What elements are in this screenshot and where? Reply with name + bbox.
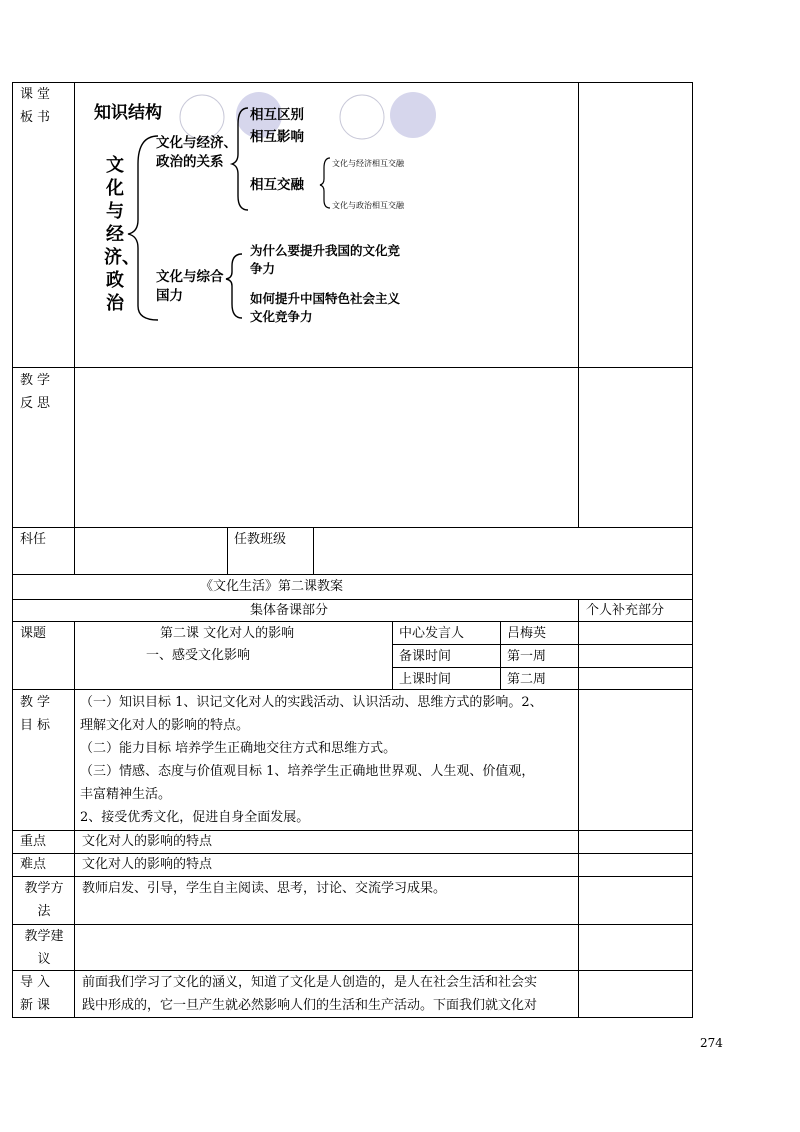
branch1-label bbox=[156, 134, 238, 172]
board-row-label: 课堂板书 bbox=[20, 87, 55, 125]
root-text: 文化与经济、政治 bbox=[104, 155, 140, 314]
deco-circle-outline-2 bbox=[340, 95, 384, 139]
collective-label: 集体备课部分 bbox=[250, 603, 329, 618]
key-point-label: 重点 bbox=[20, 834, 47, 849]
goals-line-2: 理解文化对人的影响的特点。 bbox=[80, 718, 250, 733]
b1-item-influence: 相互影响 bbox=[250, 129, 304, 145]
topic-lesson: 第二课 文化对人的影响 bbox=[160, 626, 295, 641]
upper-col-divider-1 bbox=[74, 82, 75, 528]
b2-item-how-text: 如何提升中国特色社会主义文化竞争力 bbox=[250, 291, 401, 324]
intro-line-1: 前面我们学习了文化的涵义，知道了文化是人创造的，是人在社会生活和社会实 bbox=[82, 975, 538, 990]
b1-item-distinct: 相互区别 bbox=[250, 107, 304, 123]
difficulty-label: 难点 bbox=[20, 857, 47, 872]
goals-label: 教学目标 bbox=[20, 695, 55, 733]
intro-line-2: 践中形成的，它一旦产生就必然影响人们的生活和生产活动。下面我们就文化对 bbox=[82, 998, 538, 1013]
goals-line-5: 丰富精神生活。 bbox=[80, 787, 172, 802]
diagram-root-vertical bbox=[104, 154, 140, 315]
b1-sub-politics: 文化与政治相互交融 bbox=[332, 201, 404, 210]
class-time-value: 第二周 bbox=[507, 672, 547, 687]
subject-teacher-label: 科任 bbox=[20, 532, 47, 547]
goals-line-3: （二）能力目标 培养学生正确地交往方式和思维方式。 bbox=[80, 741, 397, 756]
brace-merge bbox=[320, 158, 330, 208]
intro-label: 导入新课 bbox=[20, 975, 55, 1013]
goals-line-4: （三）情感、态度与价值观目标 1、培养学生正确地世界观、人生观、价值观， bbox=[80, 764, 535, 779]
brace-main bbox=[128, 136, 158, 320]
deco-circle-outline-1 bbox=[180, 95, 224, 139]
personal-label: 个人补充部分 bbox=[586, 603, 665, 618]
prep-time-label: 备课时间 bbox=[399, 649, 452, 664]
suggestion-label bbox=[20, 925, 68, 971]
b1-item-merge: 相互交融 bbox=[250, 177, 304, 193]
teacher-row bbox=[12, 527, 693, 575]
topic-label: 课题 bbox=[20, 626, 47, 641]
difficulty-text: 文化对人的影响的特点 bbox=[82, 857, 213, 872]
plan-title: 《文化生活》第二课教案 bbox=[200, 579, 344, 594]
prep-time-value: 第一周 bbox=[507, 649, 547, 664]
b2-item-why bbox=[250, 242, 410, 278]
b1-sub-economy: 文化与经济相互交融 bbox=[332, 159, 404, 168]
key-point-text: 文化对人的影响的特点 bbox=[82, 834, 213, 849]
diagram-title: 知识结构 bbox=[94, 103, 162, 123]
speaker-label: 中心发言人 bbox=[399, 626, 465, 641]
branch2-text: 文化与综合国力 bbox=[156, 269, 224, 304]
page-number: 274 bbox=[700, 1036, 723, 1050]
branch2-label bbox=[156, 268, 228, 306]
upper-row-divider bbox=[12, 367, 693, 368]
suggestion-label-text: 教学建议 bbox=[24, 929, 64, 967]
b2-item-why-text: 为什么要提升我国的文化竞争力 bbox=[250, 243, 401, 276]
branch1-text: 文化与经济、政治的关系 bbox=[156, 135, 237, 170]
deco-circle-filled-2 bbox=[390, 92, 436, 138]
topic-section: 一、感受文化影响 bbox=[146, 648, 251, 663]
method-label bbox=[20, 877, 68, 923]
b2-item-how bbox=[250, 290, 410, 326]
reflection-row-label: 教学反思 bbox=[20, 373, 55, 411]
class-label: 任教班级 bbox=[234, 532, 287, 547]
brace-branch2 bbox=[226, 254, 242, 318]
goals-line-6: 2、接受优秀文化，促进自身全面发展。 bbox=[80, 810, 310, 825]
method-label-text: 教学方法 bbox=[24, 881, 64, 919]
knowledge-structure-diagram bbox=[76, 84, 576, 366]
method-text: 教师启发、引导，学生自主阅读、思考，讨论、交流学习成果。 bbox=[82, 881, 447, 896]
speaker-name: 吕梅英 bbox=[507, 626, 547, 641]
class-time-label: 上课时间 bbox=[399, 672, 452, 687]
plan-title-row bbox=[12, 574, 693, 600]
upper-col-divider-2 bbox=[578, 82, 579, 528]
goals-line-1: （一）知识目标 1、识记文化对人的实践活动、认识活动、思维方式的影响。2、 bbox=[80, 695, 543, 710]
